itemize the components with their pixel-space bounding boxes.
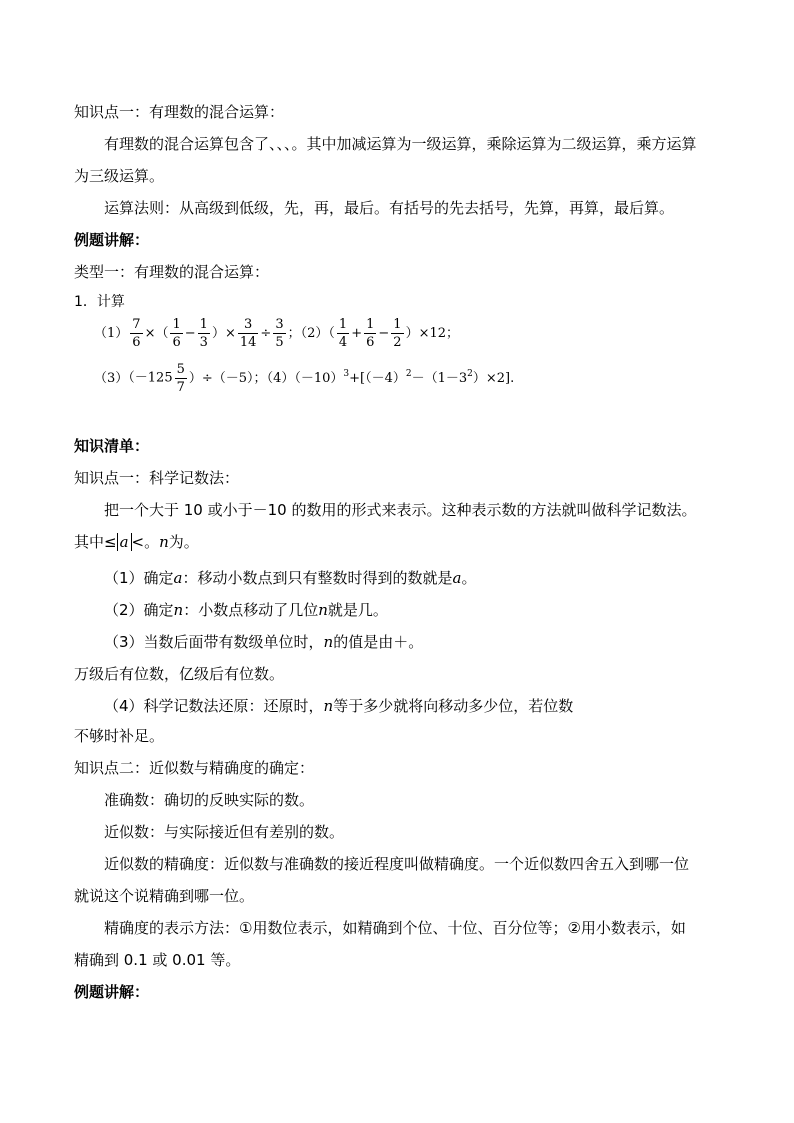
paragraph-line: 近似数：与实际接近但有差别的数。 <box>104 823 345 841</box>
paragraph-line: 准确数：确切的反映实际的数。 <box>104 791 315 809</box>
paragraph-line: 精确到 0.1 或 0.01 等。 <box>74 951 241 969</box>
example-heading: 例题讲解： <box>74 983 150 1001</box>
list-item: （2）确定n：小数点移动了几位n就是几。 <box>104 601 388 619</box>
paragraph-line: 其中≤ a <。n为。 <box>74 533 199 551</box>
paragraph-line: 有理数的混合运算包含了、、、。其中加减运算为一级运算，乘除运算为二级运算，乘方运算 <box>104 135 697 153</box>
fraction: $\frac{1}{4}$ <box>338 317 348 350</box>
problem-label: （4） <box>266 371 295 386</box>
paragraph-line: 不够时补足。 <box>74 727 165 745</box>
knowledge-point-heading: 知识点二：近似数与精确度的确定： <box>74 759 315 777</box>
fraction: $\frac{1}{6}$ <box>366 317 375 350</box>
problem-label: （3） <box>94 371 129 386</box>
knowledge-point-heading: 知识点一：有理数的混合运算： <box>74 103 285 121</box>
paragraph-line: 近似数的精确度：近似数与准确数的接近程度叫做精确度。一个近似数四舍五入到哪一位 <box>104 855 690 873</box>
question-label: 1．计算 <box>74 294 125 310</box>
problem-label: （2） <box>300 326 329 341</box>
paragraph-line: 万级后有位数，亿级后有位数。 <box>74 665 285 683</box>
list-item: （3）当数后面带有数级单位时，n的值是由＋。 <box>104 633 424 651</box>
math-expression-3-4: （3）（－125 $\frac{5}{7}$ ）÷（－5）；$(4)(-10)^3+[(-4)^2-(1-3^2)\times 2]$. <box>94 362 515 395</box>
fraction: $\frac{1}{6}$ <box>172 317 181 350</box>
fraction: $\frac{1}{3}$ <box>199 317 208 350</box>
math-expression-1-2: （1） $\frac{7}{6}$ ×（ $\frac{1}{6}$ − $\frac{1}{3}$ ）× $\frac{3}{14}$ ÷ $\frac{3}{5}$ ；（2）（ $\frac{1}{4}$ + $\frac{1}{6}$ − $\frac{1}{2}$ ）×12； <box>94 317 460 350</box>
fraction: $\frac{7}{6}$ <box>132 317 141 350</box>
list-item: （1）确定a：移动小数点到只有整数时得到的数就是a。 <box>104 569 477 587</box>
fraction: $\frac{5}{7}$ <box>176 362 185 395</box>
list-item: （4）科学记数法还原：还原时，n等于多少就将向移动多少位，若位数 <box>104 697 574 715</box>
fraction: $\frac{3}{14}$ <box>239 317 257 350</box>
paragraph-line: 把一个大于 10 或小于－10 的数用的形式来表示。这种表示数的方法就叫做科学记数法。 <box>104 501 697 519</box>
type-heading: 类型一：有理数的混合运算： <box>74 263 270 281</box>
knowledge-point-heading: 知识点一：科学记数法： <box>74 469 240 487</box>
knowledge-list-heading: 知识清单： <box>74 437 150 455</box>
example-heading: 例题讲解： <box>74 231 150 249</box>
paragraph-line: 为三级运算。 <box>74 167 165 185</box>
paragraph-line: 就说这个说精确到哪一位。 <box>74 887 255 905</box>
fraction: $\frac{1}{2}$ <box>393 317 402 350</box>
problem-label: （1） <box>94 326 129 341</box>
operation-rule-paragraph: 运算法则：从高级到低级，先，再，最后。有括号的先去括号，先算，再算，最后算。 <box>104 199 675 217</box>
fraction: $\frac{3}{5}$ <box>275 317 284 350</box>
paragraph-line: 精确度的表示方法：①用数位表示，如精确到个位、十位、百分位等；②用小数表示，如 <box>104 919 686 937</box>
absolute-value: a <box>117 533 132 551</box>
